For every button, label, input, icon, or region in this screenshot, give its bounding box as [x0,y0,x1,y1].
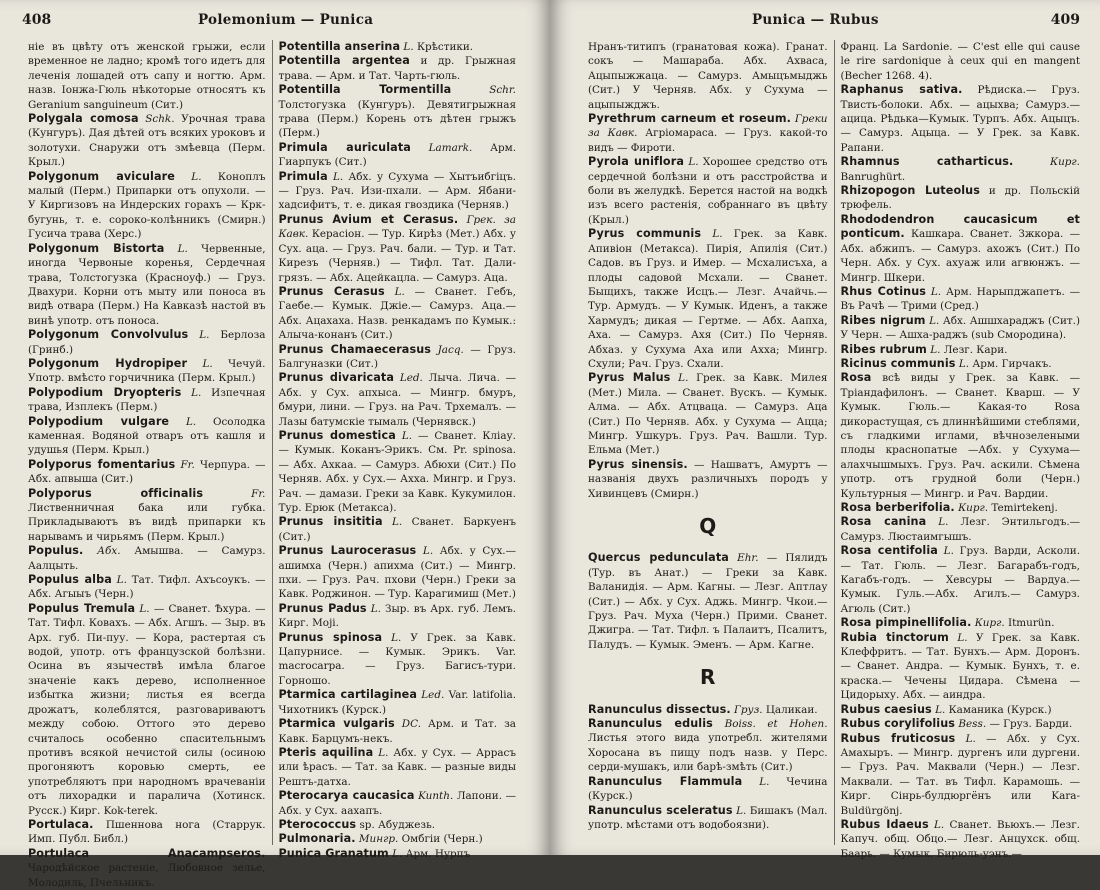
entry-authority: Абх. [97,545,121,558]
right-column-1 [582,40,834,845]
entry-text: Тат. Тифл. Ахъсоукъ. — Абх. Агыыъ (Черн.) [28,574,266,601]
entry-term: Prunus spinosa [278,630,383,644]
entry-text: ніе въ цвѣту отъ женской грыжи, если временное не ладно; кромѣ того идетъ для леченія лошадей отъ сапу и ногтю. Арм. назв. Іонжа-Гюль нѣкоторые относятъ къ Geranium sanguineum (Сит.) [28,41,266,111]
dictionary-entry [841,40,1081,83]
dictionary-entry [279,429,517,515]
entry-authority: Груз. [734,703,763,716]
entry-authority: Кирг. [958,502,989,514]
entry-text: — Сванет. Ѣхура. — Тат. Тифл. Ковахъ. — Абх. Агшъ. — Зыр. въ Арх. губ. Пи-пуу. — Кора, растертая съ водой, употр. отъ французской болѣзни. Осина въ язычествѣ имѣла благое значеніе какъ дерево, исполненное избытка жизни; листья ея всегда дрожатъ, колеблятся, разговариваютъ между собою. Оттого это дерево считалось особенно спасительнымъ противъ всякой нечистой силы (осиною прогоняютъ коровью смерть, ее употребляютъ при народномъ врачеваніи отъ лихорадки и паралича (Хотинск. Русск.) Кирг. Kok-terek. [28,602,266,817]
entry-term: Potentilla argentea [278,54,410,68]
dictionary-entry [841,184,1081,213]
entry-term: Prunus insititia [278,515,383,529]
entry-authority: Led. [421,689,445,702]
dictionary-entry [841,631,1081,703]
entry-text: Червенные, иногда Червоные коренья, Сердечная трава, Толстогузка (Красноуф.) — Груз. Двахури. Корни отъ мыту или поноса въ видѣ отвара (Перм.) На Кавказѣ настой въ винѣ употр. отъ поноса. [28,242,266,327]
dictionary-entry [279,847,517,861]
entry-authority: L. [958,357,970,370]
entry-text: всѣ виды у Грек. за Кавк. — Тріандафилонъ. — Сванет. Кварш. — У Кумык. Гюль.— Какая-то Rosa дикорастущая, съ длиннѣйшими стеблями, съ гладкими иглами, вѣчнозелеными плоды краснопатые —Абх. у Сухума— алахчышмыхъ. Груз. Рач. аскили. Сѣмена употр. отъ грудной боли (Черн.) Культурныя — Мингр. и Рач. Вардии. [840,372,1080,500]
entry-authority: L. [965,732,976,745]
dictionary-entry [841,818,1081,861]
dictionary-entry [841,371,1081,501]
entry-text: У Грек. за Кавк. Цапурнисе. — Кумык. Эрикъ. Var. macrocarpa. — Груз. Багисъ-тури. Горношо. [278,631,516,687]
entry-text: Var. latifolia. Чихотникъ (Курск.) [278,689,517,716]
entry-term: Rubus corylifolius [840,717,956,731]
entry-text: Толстогузка (Кунгуръ). Девятигрыжная трава (Перм.) Корень отъ дѣтен грыжъ (Перм.) [278,98,516,140]
entry-text: Арм. Гиарпукъ (Сит.) [278,141,517,169]
dictionary-entry [841,155,1081,184]
entry-text: Каманика (Курск.) [948,703,1052,716]
entry-term: Ricinus communis [840,356,956,370]
entry-text: Грек. за Кавк. Милея (Мет.) Мила. — Сванет. Вускъ. — Кумык. Алма. — Абх. Атцваца. — Самурз. Аца (Сит.) По Черняв. Абх. у Сухума — Ацца; Мингр. Ушкуръ. Груз. Рач. Вашли. Тур. Ельма (Мет.) [588,372,828,457]
entry-term: Ribes rubrum [840,342,927,356]
dictionary-entry [588,804,828,833]
entry-authority: Кирг. [1050,156,1080,169]
left-page-number: 408 [22,12,52,28]
entry-term: Potentilla anserina [278,40,401,53]
dictionary-entry [279,213,517,285]
entry-term: Rubus caesius [840,702,932,716]
entry-text: Цаликаи. [765,703,818,716]
dictionary-entry [841,83,1081,155]
right-page-number: 409 [1050,12,1080,28]
entry-text: Берлоза (Гринб.) [28,329,266,356]
entry-text: Арм. Гирчакъ. [972,357,1052,370]
entry-authority: L. [333,170,344,183]
entry-authority: L. [391,631,402,644]
entry-term: Pyrethrum carneum et roseum. [588,112,791,126]
entry-text: и др. Польскій трюфель. [840,185,1080,212]
dictionary-entry [279,515,517,544]
left-page-running-title: Polemonium — Punica [197,12,374,28]
dictionary-entry [588,717,828,775]
entry-authority: L. [935,703,946,716]
left-page [0,0,550,889]
entry-term: Pyrola uniflora [588,155,684,169]
entry-term: Ranunculus sceleratus [588,803,733,817]
entry-term: Ranunculus Flammula [588,774,743,788]
entry-term: Pyrus communis [588,227,702,241]
entry-term: Pterococcus [278,817,357,831]
entry-authority: Fr. [251,487,266,500]
dictionary-entry [28,242,266,328]
entry-authority: L. [392,516,403,529]
entry-term: Pyrus sinensis. [588,457,688,471]
entry-authority: L. [199,329,210,342]
entry-term: Rhamnus catharticus. [840,155,1014,169]
dictionary-entry [279,602,517,631]
entry-text: Франц. La Sardonie. — C'est elle qui cause le rire sardonique à ceux qui en mangent (Becher 1268. 4). [840,41,1080,82]
entry-authority: L. [403,41,414,53]
entry-term: Primula auriculata [278,140,411,154]
right-page [550,0,1100,860]
entry-text: Сванет. Баркуенъ (Сит.) [278,516,516,543]
entry-authority: Schk. [145,113,175,126]
dictionary-entry [28,602,266,818]
entry-term: Rosa pimpinellifolia. [840,616,972,630]
entry-authority: Schr. [489,84,516,97]
dictionary-entry [279,818,517,832]
entry-authority: L. [394,285,405,298]
dictionary-entry [588,155,828,227]
entry-text: Агріомараса. — Груз. какой-то видъ — Фироти. [588,127,828,154]
entry-text: Лыча. Лича. — Абх. у Сух. апхыса. — Мингр. бмуръ, бмури, лини. — Груз. на Рач. Трхемалъ. — Лазы батумскіе тымаль (Чернявск.) [278,372,516,428]
entry-text: — Груз. Балгуназки (Сит.) [278,343,516,370]
entry-term: Rhododendron caucasicum et ponticum. [840,212,1080,241]
dictionary-entry [279,832,517,846]
entry-term: Portulaca. [28,817,94,831]
entry-text: Грек. за Кавк. Апивіон (Метакса). Пирія, Апилія (Сит.) Садов. въ Груз. и Имер. — Мсхалисъха, а плоды садовой Мсхали. — Сванет. Быщихъ, также Исцъ.— Лезг. Ачайчь.— Тур. Армудъ. — У Кумык. Иденъ, а также Хармудъ; дикая — Гертме. — Абх. Аапха, Аха. — Самурз. Ахя (Сит.) По Черняв. Абхаз. у Сухума Аха или Ахха; Мингр. Схули; Рач. Груз. Схали. [588,228,828,370]
dictionary-entry [841,357,1081,371]
dictionary-entry [28,458,266,487]
dictionary-entry [588,458,828,501]
entry-text: — Сванет. Гебъ, Гаебе.— Кумык. Джіе.— Самурз. Аца.— Абх. Ацахаха. Назв. ренкадамъ по Кумык.: Алыча-конанъ (Сит.) [278,285,516,342]
entry-term: Prunus Chamaecerasus [278,342,432,356]
entry-term: Rhus Cotinus [840,284,927,298]
entry-authority: Грек. за Кавк. [278,213,516,241]
entry-term: Ranunculus dissectus. [588,702,731,716]
entry-authority: Lamark. [428,141,473,154]
dictionary-entry [841,343,1081,357]
entry-term: Polypodium Dryopteris [28,385,182,399]
entry-text: Лиственничная бака или губка. Прикладываютъ въ видѣ припарки къ нарывамъ и чирьямъ (Перм. Крыл.) [28,502,266,543]
entry-text: Амышва. — Самурз. Аалцыть. [28,545,266,572]
entry-authority: L. [943,545,954,558]
entry-authority: L. [401,429,413,442]
dictionary-entry [588,703,828,717]
dictionary-entry [279,746,517,789]
entry-authority: L. [378,746,389,759]
dictionary-entry [28,112,266,170]
entry-term: Populus. [28,544,84,558]
dictionary-entry [279,371,517,429]
dictionary-entry [279,170,517,213]
dictionary-entry [841,732,1081,818]
dictionary-entry [279,544,517,602]
entry-term: Rosa canina [840,515,927,529]
dictionary-entry [279,285,517,343]
dictionary-entry [28,847,266,890]
entry-authority: L. [191,170,202,183]
entry-term: Quercus pedunculata [588,551,729,565]
entry-text: Арм. и Тат. за Кавк. Барцумъ-некъ. [278,718,516,745]
dictionary-entry [28,40,266,112]
entry-term: Potentilla Tormentilla [278,83,452,97]
entry-term: Raphanus sativa. [840,83,963,97]
right-column-2 [834,40,1087,860]
dictionary-entry [841,285,1081,314]
entry-text: Черпура. — Абх. апвыша (Сит.) [28,458,266,486]
entry-text: Груз. Варди, Асколи. — Тат. Гюль. — Лезг. Багарабъ-годъ, Кагабъ-годъ. — Хевсуры — Вардуа.—Кумык. Гуль.—Абх. Агилъ.— Самурз. Агюль (Сит.) [840,545,1080,615]
entry-text: Itmurün. [1008,617,1055,630]
entry-text: Чечуй. Употр. вмѣсто горчичника (Перм. Крыл.) [28,357,266,385]
entry-text: Бишакъ (Мал. употр. мѣстами отъ водобоязни). [588,804,828,831]
entry-text: Абх. Ашшхараджъ (Сит.) У Черн. — Ашха-раджъ (sub Смородина). [840,314,1080,342]
dictionary-entry [588,551,828,652]
entry-authority: L. [202,357,213,370]
entry-text: Абх. у Сухума — Хытъибгіцъ. — Груз. Рач. Изи-пхали. — Арм. Ябани-хадсифитъ, т. е. дикая гвоздика (Черняв.) [278,170,517,212]
entry-term: Prunus Cerasus [278,284,385,298]
entry-text: Лапони. — Абх. у Сух. аахапъ. [278,790,516,817]
entry-text: — Абх. у Сух. Амахыръ. — Мингр. дургенъ или дургени. — Груз. Рач. Маквали (Черн.) — Лезг. Маквали. — Тат. въ Тифл. Карамошь. — Кирг. Сінрь-булдюргёнъ или Kara-Buldürgönj. [840,732,1080,817]
entry-text: Изпечная трава, Изплекъ (Перм.) [28,386,266,414]
dictionary-entry [28,573,266,602]
entry-authority: L. [688,156,699,169]
entry-authority: DC. [401,718,422,731]
entry-term: Pteris aquilina [278,745,374,759]
entry-text: Temirtekenj. [991,502,1058,514]
entry-term: Primula [278,169,328,183]
entry-term: Ribes nigrum [840,313,926,327]
dictionary-entry [841,314,1081,343]
entry-text: Урочная трава (Кунгуръ). Дая дѣтей отъ всяких уроковъ и золотухи. Снаружи отъ змѣевца (Перм. Крыл.) [28,113,266,169]
section-letter: Q [699,514,717,538]
entry-authority: Led. [399,372,423,385]
section-letter: R [700,665,716,690]
entry-authority: L. [938,516,949,529]
dictionary-entry [841,213,1081,285]
entry-text: Сванет. Вьюхъ.— Лезг. Капуч. общ. Обцо.— Лезг. Анцухск. общ. Баарь. — Кумык. Бирюль-уэнъ.— [840,818,1080,860]
dictionary-entry [841,616,1081,630]
entry-text: Зыр. въ Арх. губ. Лемъ. Кирг. Moji. [278,602,516,630]
entry-text: Лезг. Энтильгодъ.— Самурз. Люстаимгышъ. [840,516,1081,543]
right-page-columns [582,40,1086,860]
entry-authority: L. [957,631,968,644]
entry-term: Rubia tinctorum [840,630,949,644]
dictionary-entry [279,789,517,818]
dictionary-entry [279,141,517,170]
entry-text: Листья этого вида употребл. жителями Хоросана въ пищу подъ назв. у Перс. серди-мушакъ, или барѣ-змѣть (Сит.) [588,732,828,774]
entry-term: Punica Granatum [278,846,389,860]
entry-text: sp. Абуджезь. [359,818,436,831]
entry-text: — Груз. Барди. [989,718,1073,731]
entry-authority: L. [929,314,940,327]
entry-text: — Пялидъ (Тур. въ Анат.) — Греки за Кавк. Валанидія. — Арм. Кагны. — Лезг. Аптлау (Сит.) — Абх. у Сух. Аджь. Мингр. Чкои.—Груз. Рач. Муха (Черн.) Прими. Сванет. Джигра. — Тат. Тифл. ъ Палаитъ, Псалитъ, Палудъ. — Кумык. Эменъ. — Арм. Кагне. [588,552,828,651]
entry-term: Pterocarya caucasica [278,789,415,803]
dictionary-entry [28,487,266,545]
entry-authority: Fr. [180,458,195,471]
entry-term: Rosa berberifolia. [840,501,955,514]
entry-authority: Мингр. [358,833,399,846]
entry-text: Чародѣйское растеніе, Любовное зелье, Молодиль, Пчельникъ. [28,862,266,889]
dictionary-entry [28,170,266,242]
dictionary-entry [588,371,828,457]
entry-authority: L. [930,285,942,298]
entry-text: Лезг. Кари. [943,343,1008,356]
entry-term: Rubus fruticosus [840,731,956,745]
entry-term: Pulmonaria. [278,832,356,846]
entry-text: — Сванет. Кліау. — Кумык. Коканъ-Эрикъ. См. Pr. spinosa. — Абх. Ахкаа. — Самурз. Абюхи (Сит.) По Черняв. Абх. у Сух.— Ахха. Мингр. и Груз. Рач. — дамази. Греки за Кавк. Кукумилон. Тур. Ерюк (Метакса). [278,429,516,514]
entry-authority: L. [116,574,127,587]
dictionary-entry [588,112,828,155]
dictionary-entry [279,83,517,141]
entry-authority: Ehr. [737,552,759,565]
entry-term: Prunus domestica [278,428,396,442]
entry-text: Хорошее средство отъ сердечной болѣзни и отъ расстройства и боли въ желудкѣ. Берется настой на водкѣ изъ всего растенія, собраннаго въ цвѣту (Крыл.) [588,156,828,226]
entry-text: У Грек. за Кавк. Клеффритъ. — Тат. Бунхъ.— Арм. Доронъ. — Сванет. Андра. — Кумык. Бунхъ, т. е. краска.— Чечены Цидара. Сѣмена — Цидорыху. Абх. — аиндра. [840,631,1080,702]
entry-term: Polygonum Convolvulus [28,328,189,342]
entry-text: Коноплъ малый (Перм.) Припарки отъ опухоли. — У Киргизовъ на Индерских горахъ — Крк-бугунь, т. е. сороко-колѣнникъ (Смирн.) Гусича трава (Херс.) [28,170,266,241]
entry-term: Prunus Avium et Cerasus. [278,212,459,226]
entry-term: Polygonum Hydropiper [28,356,188,370]
entry-term: Rosa [840,371,872,385]
entry-term: Rhizopogon Luteolus [840,184,980,198]
entry-term: Polyporus fomentarius [28,457,176,471]
entry-term: Prunus divaricata [278,371,394,385]
dictionary-entry [28,818,266,847]
dictionary-entry [28,357,266,386]
entry-authority: Кирг. [974,617,1005,630]
entry-text: Рѣдиска.— Груз. Твисть-болоки. Абх. — ацыхва; Самурз.— ацица. Рѣдька—Кумык. Турпъ. Абх. Ацыцъ. — Самурз. Ацыца. — У Грек. за Кавк. Рапани. [840,84,1080,154]
dictionary-entry [841,515,1081,544]
entry-term: Pyrus Malus [588,371,671,385]
entry-authority: Boiss. et Hohen. [724,718,828,731]
entry-text: Пшеннова нога (Старрук. Имп. Публ. Библ.) [28,818,266,846]
dictionary-entry [279,54,517,83]
entry-term: Prunus Padus [278,601,367,615]
entry-term: Polypodium vulgare [28,414,170,428]
dictionary-entry [28,415,266,458]
entry-text: Абх. у Сух.— ашимха (Черн.) апихма (Сит.) — Мингр. пхи. — Груз. Рач. пхови (Черн.) Греки за Кавк. Роджинон. — Тур. Карагимиш (Мет.) [278,545,516,601]
entry-text: Banrughürt. [840,170,906,183]
entry-authority: L. [422,545,434,558]
entry-text: — Нашватъ, Амуртъ — названія двухъ различныхъ породъ у Хивинцевъ (Смирн.) [588,458,828,500]
entry-term: Ptarmica cartilaginea [278,688,417,702]
entry-term: Ptarmica vulgaris [278,717,395,731]
dictionary-entry [28,386,266,415]
entry-text: и др. Грыжная трава. — Арм. и Тат. Чарть-гюль. [278,55,516,82]
entry-text: Крѣстики. [416,41,474,53]
entry-authority: Jacq. [437,343,464,356]
dictionary-entry [279,717,517,746]
dictionary-entry [841,544,1081,616]
entry-authority: L. [370,602,381,615]
entry-text: Арм. Нурпъ [405,847,471,860]
entry-authority: Bess. [958,718,987,731]
left-column-1 [22,40,272,889]
entry-text: Арм. Нарыпджапетъ. — Въ Рачѣ — Трими (Сред.) [840,285,1080,313]
entry-term: Prunus Laurocerasus [278,544,417,558]
dictionary-entry [28,328,266,357]
entry-term: Portulaca Anacampseros. [28,846,266,860]
dictionary-entry [588,40,828,112]
entry-authority: L. [678,372,689,385]
entry-text: Кашкара. Сванет. Зжкора. — Абх. абжипъ. — Самурз. ахожъ (Сит.) По Черн. Абх. у Сух. ахуаж или агвюнжъ. — Мингр. Шкери. [840,228,1080,284]
entry-authority: L. [392,847,403,860]
entry-text: Абх. у Сух. — Аррасъ или ѣрасъ. — Тат. за Кавк. — разные виды Рештъ-датха. [278,746,516,788]
entry-term: Rosa centifolia [840,544,938,558]
entry-authority: Kunth. [418,790,454,803]
entry-authority: L. [712,228,723,241]
dictionary-entry [588,775,828,804]
entry-authority: L. [930,343,941,356]
dictionary-entry [841,501,1081,515]
dictionary-entry [279,343,517,372]
right-page-header [580,12,1080,34]
entry-term: Polygala comosa [28,112,139,126]
entry-authority: L. [177,242,188,255]
entry-authority: Греки за Кавк. [588,113,828,140]
dictionary-entry [588,227,828,371]
left-page-header [22,12,520,34]
entry-authority: L. [191,386,202,399]
entry-text: Осолодка каменная. Водяной отваръ отъ кашля и удушья (Перм. Крыл.) [28,415,266,457]
left-page-columns [22,40,522,889]
entry-term: Populus alba [28,573,112,587]
dictionary-entry [279,631,517,689]
dictionary-entry [841,703,1081,717]
entry-term: Ranunculus edulis [588,717,713,731]
entry-authority: L. [934,818,945,831]
entry-authority: L. [185,415,197,428]
entry-term: Rubus Idaeus [840,817,929,831]
dictionary-entry [279,688,517,717]
entry-authority: L. [759,775,770,788]
dictionary-entry [279,40,517,54]
dictionary-entry [841,717,1081,731]
left-column-2 [272,40,523,860]
entry-term: Polygonum Bistorta [28,241,165,255]
entry-term: Populus Tremula [28,601,136,615]
entry-text: Керасіон. — Тур. Кирѣз (Мет.) Абх. у Сух. аца. — Груз. Рач. бали. — Тур. и Тат. Кирезъ (Черняв.) — Тифл. Тат. Дали-грязъ. — Абх. Ацейкацла. — Самурз. Аца. [278,228,516,284]
entry-text: Нранъ-титипъ (гранатовая кожа). Гранат. сокъ — Машараба. Абх. Ахваса, Ацыпыжжаца. — Самурз. Амыцъмыджь (Сит.) У Черняв. Абх. у Сухума — ацыпыжджъ. [588,41,828,111]
entry-authority: L. [736,804,747,817]
entry-term: Polygonum aviculare [28,169,175,183]
entry-term: Polyporus officinalis [28,486,204,500]
entry-authority: L. [139,602,150,615]
dictionary-entry [28,544,266,573]
right-page-running-title: Punica — Rubus [751,12,879,28]
entry-text: Омбгіи (Черн.) [401,833,483,846]
entry-text: Чечина (Курск.) [588,775,828,803]
